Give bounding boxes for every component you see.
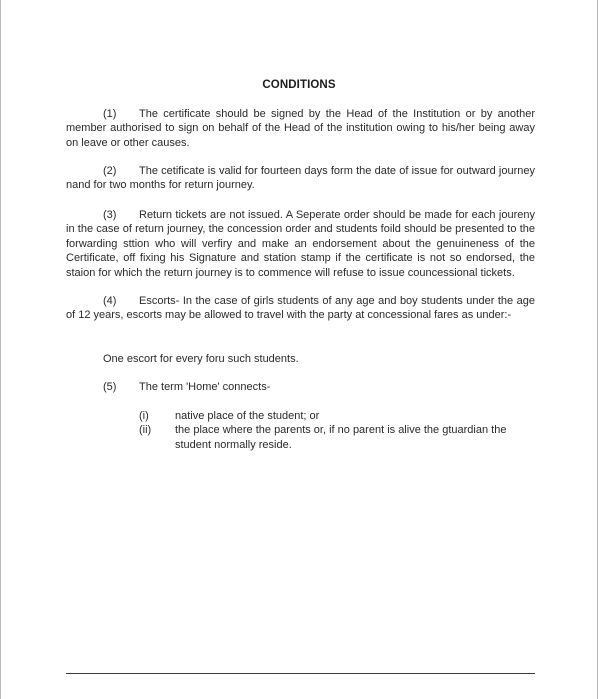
list-item-number: (ii) xyxy=(139,424,152,437)
list-item-number: (i) xyxy=(139,410,149,422)
home-definition-list xyxy=(139,409,539,452)
condition-4-text: Escorts- In the case of girls students of any age and boy students under the age of 12 years, escorts may be allowed to travel with the party at concessional fares as under:- xyxy=(66,295,535,322)
condition-3 xyxy=(66,208,535,280)
condition-1-number: (1) xyxy=(103,108,117,120)
condition-1 xyxy=(66,107,535,150)
escort-line: One escort for every foru such students. xyxy=(103,353,299,365)
list-item xyxy=(139,423,539,452)
list-item-text: the place where the parents or, if no parent is alive the gtuardian the student normally reside. xyxy=(175,424,507,451)
condition-4-number: (4) xyxy=(103,295,117,307)
condition-5 xyxy=(103,380,270,394)
condition-3-number: (3) xyxy=(103,209,117,221)
condition-5-text: The term 'Home' connects- xyxy=(139,381,271,393)
condition-3-text: Return tickets are not issued. A Seperate order should be made for each joureny in the case of return journey, the concession order and students foild should be presented to the forwarding sttion who will verfiry and make an endorsement about the genuineness of the Certificate, off fixing his Signature and station stamp if the certificate is not so endorsed, the staion for which the return journey is to commence will refuse to issue councessional tickets. xyxy=(66,209,535,279)
condition-2-number: (2) xyxy=(103,165,117,177)
condition-5-number: (5) xyxy=(103,381,117,393)
condition-2 xyxy=(66,164,535,193)
condition-1-text: The certificate should be signed by the Head of the Institution or by another member authorised to sign on behalf of the Head of the institution owing to his/her being away on leave or other causes. xyxy=(66,108,535,149)
list-item xyxy=(139,409,539,423)
footer-divider xyxy=(66,673,535,674)
condition-2-text: The cetificate is valid for fourteen days form the date of issue for outward journey nand for two months for return journey. xyxy=(66,165,535,192)
list-item-text: native place of the student; or xyxy=(175,410,320,422)
condition-4 xyxy=(66,294,535,323)
document-title: CONDITIONS xyxy=(262,79,336,91)
